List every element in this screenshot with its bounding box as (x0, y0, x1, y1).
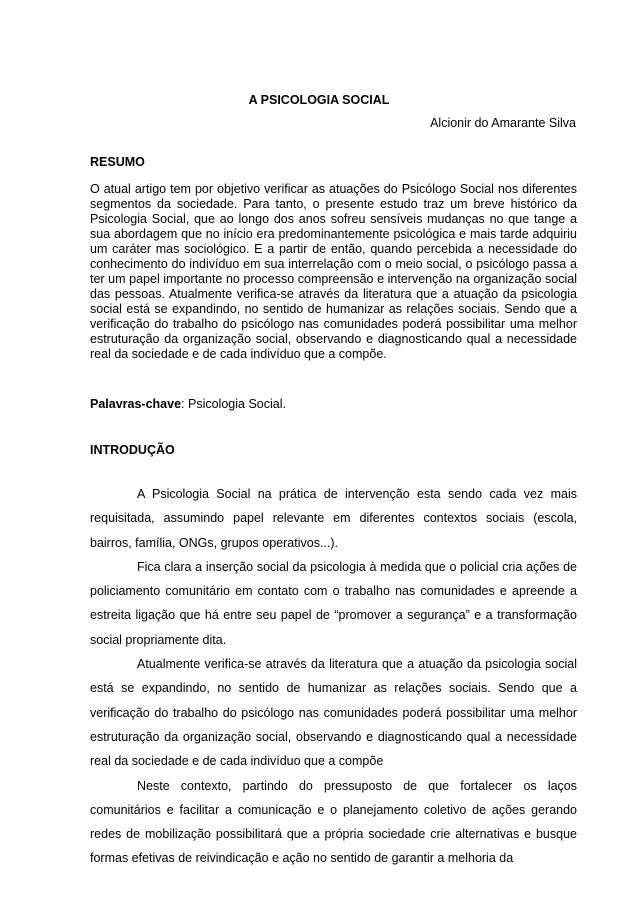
author-name: Alcionir do Amarante Silva (430, 116, 576, 130)
keywords-value: : Psicologia Social. (181, 397, 286, 411)
keywords-line (90, 397, 286, 411)
body-paragraph: Neste contexto, partindo do pressuposto de que fortalecer os laços comunitários e facilitar a comunicação e o planejamento coletivo de ações gerando redes de mobilização possibilitará que a própria sociedade crie alternativas e busque formas efetivas de reivindicação e ação no sentido de garantir a melhoria da (90, 778, 577, 866)
keywords-label: Palavras-chave (90, 397, 182, 411)
introduction-heading: INTRODUÇÃO (90, 443, 175, 457)
body-paragraph: A Psicologia Social na prática de intervenção esta sendo cada vez mais requisitada, assumindo papel relevante em diferentes contextos sociais (escola, bairros, família, ONGs, grupos operativos...). (90, 487, 577, 550)
abstract-heading: RESUMO (90, 155, 145, 169)
abstract-text: O atual artigo tem por objetivo verificar as atuações do Psicólogo Social nos diferentes segmentos da sociedade. Para tanto, o presente estudo traz um breve histórico da Psicologia Social, que ao longo dos anos sofreu sensíveis mudanças no que tange a sua abordagem que no início era predominantemente psicológica e mais tarde adquiriu um caráter mas sociológico. E a partir de então, quando percebida a necessidade do conhecimento do indivíduo em sua interrelação com o meio social, o psicólogo passa a ter um papel importante no processo compreensão e intervenção na organização social das pessoas. Atualmente verifica-se através da literatura que a atuação da psicologia social está se expandindo, no sentido de humanizar as relações sociais. Sendo que a verificação do trabalho do psicólogo nas comunidades poderá possibilitar uma melhor estruturação da organização social, observando e diagnosticando qual a necessidade real da sociedade e de cada indivíduo que a compõe. (90, 182, 577, 361)
body-paragraph: Fica clara a inserção social da psicologia à medida que o policial cria ações de policiamento comunitário em contato com o trabalho nas comunidades e apreende a estreita ligação que há entre seu papel de “promover a segurança” e a transformação social propriamente dita. (90, 559, 577, 647)
body-paragraph: Atualmente verifica-se através da literatura que a atuação da psicologia social está se expandindo, no sentido de humanizar as relações sociais. Sendo que a verificação do trabalho do psicólogo nas comunidades poderá possibilitar uma melhor estruturação da organização social, observando e diagnosticando qual a necessidade real da sociedade e de cada indivíduo que a compõe (90, 657, 577, 769)
document-title: A PSICOLOGIA SOCIAL (248, 93, 390, 107)
introduction-body (90, 482, 577, 871)
